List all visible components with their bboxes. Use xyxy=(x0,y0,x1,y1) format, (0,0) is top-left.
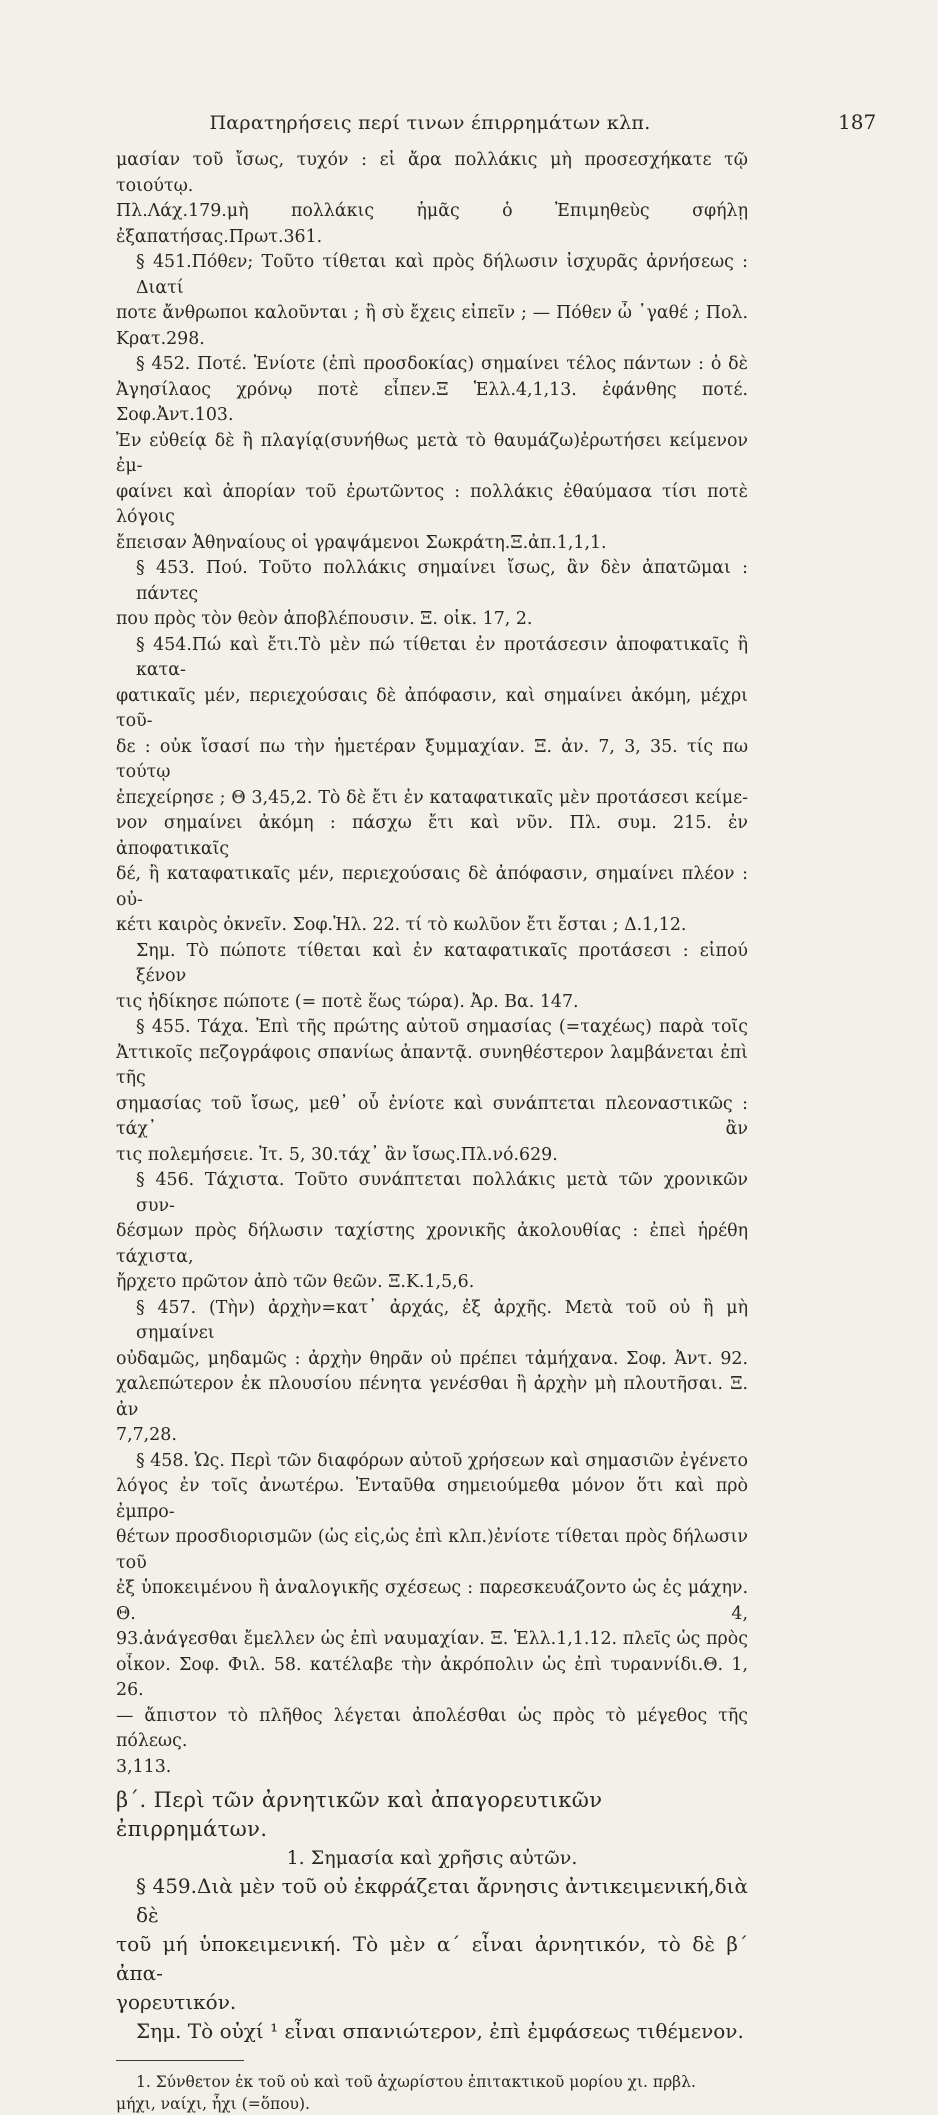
footnote-line: 1. Σύνθετον ἐκ τοῦ οὐ καὶ τοῦ ἀχωρίστου ἐπιτακτικοῦ μορίου χι. πρβλ. xyxy=(136,2073,696,2091)
text-line: οὐδαμῶς, μηδαμῶς : ἀρχὴν θηρᾶν οὐ πρέπει τἀμήχανα. Σοφ. Ἀντ. 92. xyxy=(116,1348,748,1369)
running-title: Παρατηρήσεις περί τινων έπιρρημάτων κλπ. xyxy=(209,112,651,134)
text-line: οἶκον. Σοφ. Φιλ. 58. κατέλαβε τὴν ἀκρόπολιν ὡς ἐπὶ τυραννίδι.Θ. 1, 26. xyxy=(116,1654,748,1700)
text-line: ἔπεισαν Ἀθηναίους οἱ γραψάμενοι Σωκράτη.Ξ.ἀπ.1,1,1. xyxy=(116,532,607,553)
text-line: χαλεπώτερον ἐκ πλουσίου πένητα γενέσθαι ἢ ἀρχὴν μὴ πλουτῆσαι. Ξ. ἀν xyxy=(116,1374,748,1420)
text-line: δέσμων πρὸς δήλωσιν ταχίστης χρονικῆς ἀκολουθίας : ἐπεὶ ἡρέθη τάχιστα, xyxy=(116,1221,748,1267)
text-line: — ἄπιστον τὸ πλῆθος λέγεται ἀπολέσθαι ὡς πρὸς τὸ μέγεθος τῆς πόλεως. xyxy=(116,1705,748,1751)
text-line: § 455. Τάχα. Ἐπὶ τῆς πρώτης αὐτοῦ σημασίας (=ταχέως) παρὰ τοῖς xyxy=(136,1017,748,1037)
text-line: φατικαῖς μέν, περιεχούσαις δὲ ἀπόφασιν, καὶ σημαίνει ἀκόμη, μέχρι τοῦ- xyxy=(116,685,748,731)
text-line: § 456. Τάχιστα. Τοῦτο συνάπτεται πολλάκις μετὰ τῶν χρονικῶν συν- xyxy=(136,1170,748,1216)
text-line: φαίνει καὶ ἀπορίαν τοῦ ἐρωτῶντος : πολλάκις ἐθαύμασα τίσι ποτὲ λόγοις xyxy=(116,481,748,527)
text-line: Πλ.Λάχ.179.μὴ πολλάκις ἡμᾶς ὁ Ἐπιμηθεὺς σφήλῃ ἐξαπατήσας.Πρωτ.361. xyxy=(116,201,748,247)
text-line: σημασίας τοῦ ἴσως, μεθ᾽ οὗ ἐνίοτε καὶ συνάπτεται πλεοναστικῶς : τάχ᾽ ἂν xyxy=(116,1093,748,1139)
text-line: § 457. (Τὴν) ἀρχὴν=κατ᾽ ἀρχάς, ἐξ ἀρχῆς. Μετὰ τοῦ οὐ ἢ μὴ σημαίνει xyxy=(136,1297,748,1343)
text-line: κέτι καιρὸς ὀκνεῖν. Σοφ.Ἠλ. 22. τί τὸ κωλῦον ἔτι ἔσται ; Δ.1,12. xyxy=(116,915,687,935)
text-line: δέ, ἢ καταφατικαῖς μέν, περιεχούσαις δὲ ἀπόφασιν, σημαίνει πλέον : οὐ- xyxy=(116,864,748,910)
page-number: 187 xyxy=(838,110,877,134)
text-line: § 453. Πού. Τοῦτο πολλάκις σημαίνει ἴσως, ἂν δὲν ἀπατῶμαι : πάντες xyxy=(136,558,748,604)
text-line: ἤρχετο πρῶτον ἀπὸ τῶν θεῶν. Ξ.Κ.1,5,6. xyxy=(116,1272,475,1292)
text-line: μασίαν τοῦ ἴσως, τυχόν : εἰ ἄρα πολλάκις μὴ προσεσχήκατε τῷ τοιούτῳ. xyxy=(116,150,748,196)
body-text xyxy=(116,148,748,2115)
text-line: τις ἠδίκησε πώποτε (= ποτὲ ἕως τώρα). Ἀρ. Βα. 147. xyxy=(116,991,579,1012)
text-line: Κρατ.298. xyxy=(116,328,205,349)
text-line: Ἀγησίλαος χρόνῳ ποτὲ εἶπεν.Ξ Ἑλλ.4,1,13. ἐφάνθης ποτέ. Σοφ.Ἀντ.103. xyxy=(116,379,748,425)
footnote-divider xyxy=(116,2060,244,2061)
text-line: 7,7,28. xyxy=(116,1425,177,1445)
section-title: β΄. Περὶ τῶν ἀρνητικῶν καὶ ἀπαγορευτικῶν ἐπιρρημάτων. xyxy=(116,1788,603,1841)
text-line: ἐπεχείρησε ; Θ 3,45,2. Τὸ δὲ ἔτι ἐν καταφατικαῖς μὲν προτάσεσι κείμε- xyxy=(116,787,748,808)
text-line: γορευτικόν. xyxy=(116,1990,237,2014)
text-line: δε : οὐκ ἴσασί πω τὴν ἡμετέραν ξυμμαχίαν. Ξ. ἀν. 7, 3, 35. τίς πω τούτῳ xyxy=(116,736,748,782)
text-line: § 458. Ὡς. Περὶ τῶν διαφόρων αὐτοῦ χρήσεων καὶ σημασιῶν ἐγένετο xyxy=(136,1450,748,1471)
text-line: που πρὸς τὸν θεὸν ἀποβλέπουσιν. Ξ. οἰκ. 17, 2. xyxy=(116,609,533,629)
text-line: § 454.Πώ καὶ ἔτι.Τὸ μὲν πώ τίθεται ἐν προτάσεσιν ἀποφατικαῖς ἢ κατα- xyxy=(136,634,748,680)
text-line: τοῦ μή ὑποκειμενική. Τὸ μὲν α΄ εἶναι ἀρνητικόν, τὸ δὲ β΄ ἀπα- xyxy=(116,1932,748,1985)
text-line: 93.ἀνάγεσθαι ἔμελλεν ὡς ἐπὶ ναυμαχίαν. Ξ. Ἑλλ.1,1.12. πλεῖς ὡς πρὸς xyxy=(116,1629,748,1649)
footnote-line: μήχι, ναίχι, ἧχι (=ὅπου). xyxy=(116,2095,310,2113)
text-line: § 452. Ποτέ. Ἐνίοτε (ἐπὶ προσδοκίας) σημαίνει τέλος πάντων : ὁ δὲ xyxy=(136,354,748,374)
text-line: ποτε ἄνθρωποι καλοῦνται ; ἢ σὺ ἔχεις εἰπεῖν ; — Πόθεν ὦ ᾽γαθέ ; Πολ. xyxy=(116,303,748,323)
text-line: § 459.Διὰ μὲν τοῦ οὐ ἐκφράζεται ἄρνησις ἀντικειμενική,διὰ δὲ xyxy=(136,1874,748,1927)
text-line: § 451.Πόθεν; Τοῦτο τίθεται καὶ πρὸς δήλωσιν ἰσχυρᾶς ἀρνήσεως : Διατί xyxy=(136,252,748,298)
text-line: ἐξ ὑποκειμένου ἢ ἀναλογικῆς σχέσεως : παρεσκευάζοντο ὡς ἐς μάχην. Θ. 4, xyxy=(116,1578,748,1624)
text-line: λόγος ἐν τοῖς ἀνωτέρω. Ἐνταῦθα σημειούμεθα μόνον ὅτι καὶ πρὸ ἐμπρο- xyxy=(116,1476,748,1522)
text-line: τις πολεμήσειε. Ἰτ. 5, 30.τάχ᾽ ἂν ἴσως.Πλ.νό.629. xyxy=(116,1144,558,1165)
text-line: Ἐν εὐθείᾳ δὲ ἢ πλαγίᾳ(συνήθως μετὰ τὸ θαυμάζω)ἐρωτήσει κείμενον ἐμ- xyxy=(116,430,748,476)
text-line: Ἀττικοῖς πεζογράφοις σπανίως ἀπαντᾷ. συνηθέστερον λαμβάνεται ἐπὶ τῆς xyxy=(116,1042,748,1088)
text-line: νον σημαίνει ἀκόμη : πάσχω ἔτι καὶ νῦν. Πλ. συμ. 215. ἐν ἀποφατικαῖς xyxy=(116,813,748,859)
text-line: Σημ. Τὸ πώποτε τίθεται καὶ ἐν καταφατικαῖς προτάσεσι : εἰπού ξένον xyxy=(136,940,748,986)
text-line: Σημ. Τὸ οὐχί ¹ εἶναι σπανιώτερον, ἐπὶ ἐμφάσεως τιθέμενον. xyxy=(136,2019,744,2043)
text-line: θέτων προσδιορισμῶν (ὡς εἰς,ὡς ἐπὶ κλπ.)ἐνίοτε τίθεται πρὸς δήλωσιν τοῦ xyxy=(116,1527,748,1573)
section-subtitle: 1. Σημασία καὶ χρῆσις αὐτῶν. xyxy=(286,1847,578,1869)
text-line: 3,113. xyxy=(116,1756,172,1777)
